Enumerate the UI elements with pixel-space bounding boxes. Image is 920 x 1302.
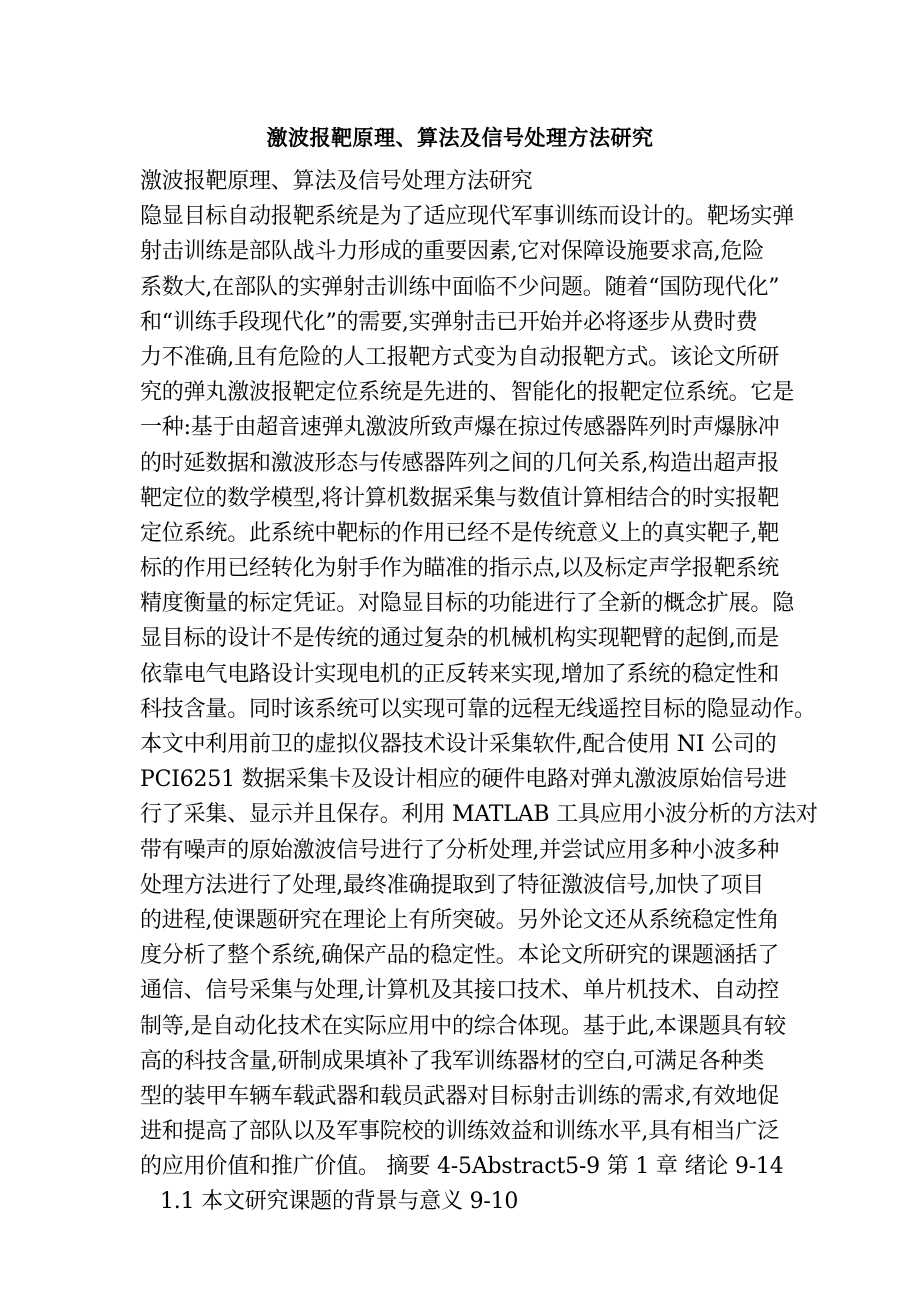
paragraph-line: 和“训练手段现代化”的需要,实弹射击已开始并必将逐步从费时费 <box>140 309 758 335</box>
paragraph-line: 精度衡量的标定凭证。对隐显目标的功能进行了全新的概念扩展。隐 <box>140 591 795 617</box>
paragraph-line: 显目标的设计不是传统的通过复杂的机械机构实现靶臂的起倒,而是 <box>140 626 779 652</box>
paragraph-line: 通信、信号采集与处理,计算机及其接口技术、单片机技术、自动控 <box>140 978 779 1004</box>
paragraph-line: 进和提高了部队以及军事院校的训练效益和训练水平,具有相当广泛 <box>140 1119 779 1145</box>
subtitle-line: 激波报靶原理、算法及信号处理方法研究 <box>140 169 533 194</box>
paragraph-line: 标的作用已经转化为射手作为瞄准的指示点,以及标定声学报靶系统 <box>140 556 779 582</box>
paragraph-line: 定位系统。此系统中靶标的作用已经不是传统意义上的真实靶子,靶 <box>140 520 779 546</box>
document-title: 激波报靶原理、算法及信号处理方法研究 <box>266 125 654 150</box>
paragraph-line: 行了采集、显示并且保存。利用 MATLAB 工具应用小波分析的方法对 <box>140 802 818 828</box>
paragraph-line: 的进程,使课题研究在理论上有所突破。另外论文还从系统稳定性角 <box>140 907 779 933</box>
paragraph-line: 高的科技含量,研制成果填补了我军训练器材的空白,可满足各种类 <box>140 1048 764 1074</box>
paragraph-line: 的时延数据和激波形态与传感器阵列之间的几何关系,构造出超声报 <box>140 450 779 476</box>
toc-item: 1.1 本文研究课题的背景与意义 9-10 <box>160 1189 519 1215</box>
paragraph-line: 型的装甲车辆车载武器和载员武器对目标射击训练的需求,有效地促 <box>140 1083 779 1109</box>
paragraph-line: 究的弹丸激波报靶定位系统是先进的、智能化的报靶定位系统。它是 <box>140 380 795 406</box>
document-body <box>140 164 820 1220</box>
paragraph-line: 本文中利用前卫的虚拟仪器技术设计采集软件,配合使用 NI 公司的 <box>140 732 777 757</box>
paragraph-line: 的应用价值和推广价值。 摘要 4-5Abstract5-9 第 1 章 绪论 9-14 <box>140 1154 784 1180</box>
paragraph-line: 依靠电气电路设计实现电机的正反转来实现,增加了系统的稳定性和 <box>140 661 779 687</box>
paragraph-line: 科技含量。同时该系统可以实现可靠的远程无线遥控目标的隐显动作。 <box>140 696 816 722</box>
paragraph-line: 隐显目标自动报靶系统是为了适应现代军事训练而设计的。靶场实弹 <box>140 204 795 230</box>
paragraph-line: 力不准确,且有危险的人工报靶方式变为自动报靶方式。该论文所研 <box>140 344 779 370</box>
paragraph-line: 制等,是自动化技术在实际应用中的综合体现。基于此,本课题具有较 <box>140 1013 786 1039</box>
paragraph-line: PCI6251 数据采集卡及设计相应的硬件电路对弹丸激波原始信号进 <box>140 767 787 793</box>
paragraph-line: 一种:基于由超音速弹丸激波所致声爆在掠过传感器阵列时声爆脉冲 <box>140 415 780 441</box>
paragraph-line: 带有噪声的原始激波信号进行了分析处理,并尝试应用多种小波多种 <box>140 837 779 863</box>
paragraph-line: 处理方法进行了处理,最终准确提取到了特征激波信号,加快了项目 <box>140 872 764 898</box>
paragraph-line: 射击训练是部队战斗力形成的重要因素,它对保障设施要求高,危险 <box>140 239 764 265</box>
paragraph-line: 靶定位的数学模型,将计算机数据采集与数值计算相结合的时实报靶 <box>140 485 779 511</box>
paragraph-line: 系数大,在部队的实弹射击训练中面临不少问题。随着“国防现代化” <box>140 274 780 300</box>
paragraph-line: 度分析了整个系统,确保产品的稳定性。本论文所研究的课题涵括了 <box>140 943 779 969</box>
